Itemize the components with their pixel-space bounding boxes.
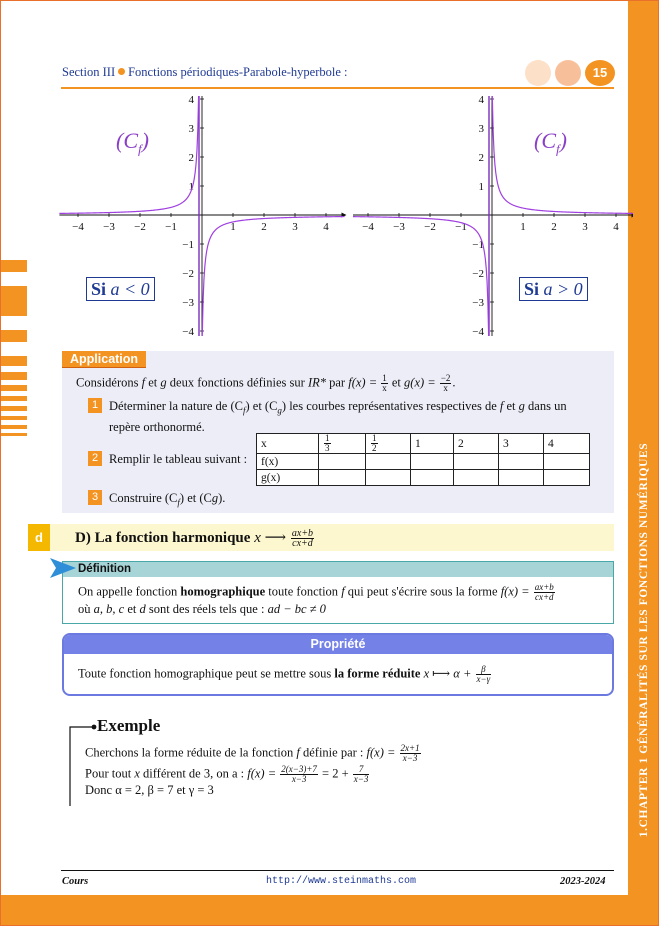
left-tab-decoration: [0, 330, 27, 342]
y-tick-label: −1: [182, 239, 194, 251]
x-tick-label: 4: [613, 221, 619, 233]
example-line-2: Pour tout x différent de 3, on a : f(x) = $\frac{2(x-3)+7}{x-3}$ = 2 + $\frac{7}{x-3}$: [85, 764, 369, 784]
y-tick-label: 1: [478, 181, 484, 193]
left-tab-decoration: [0, 406, 27, 411]
graph-a-positive: [353, 96, 633, 336]
definition-line-1: On appelle fonction homographique toute fonction f qui peut s'écrire sous la forme f(x) = $\frac{ax+b}{cx+d}$: [78, 582, 554, 602]
x-tick-label: 4: [323, 221, 329, 233]
y-tick-label: −3: [182, 297, 194, 309]
curve-label-right: $(C_f)$: [534, 128, 567, 157]
x-tick-label: 2: [261, 221, 267, 233]
property-text: Toute fonction homographique peut se mettre sous la forme réduite x ⟼ α + $\frac{\beta}{x-\gamma}$: [78, 664, 491, 684]
x-tick-label: 1: [230, 221, 236, 233]
application-tab: Application: [62, 351, 146, 368]
footer-left: Cours: [62, 876, 89, 887]
y-tick-label: 4: [478, 96, 484, 106]
example-title: Exemple: [97, 716, 161, 735]
x-tick-label: 1: [520, 221, 526, 233]
table-header-cell: 1: [411, 434, 454, 454]
x-tick-label: −1: [165, 221, 177, 233]
y-tick-label: 3: [478, 123, 484, 135]
table-cell[interactable]: [366, 454, 411, 470]
x-tick-label: −2: [424, 221, 436, 233]
table-header-cell: 2: [454, 434, 499, 454]
curve-label-left: $(C_f)$: [116, 128, 149, 157]
table-row-label: f(x): [257, 454, 319, 470]
example-line-3: Donc α = 2, β = 7 et γ = 3: [85, 783, 214, 797]
table-cell[interactable]: [454, 454, 499, 470]
table-header-cell: 3: [499, 434, 544, 454]
footer-year: 2023-2024: [560, 876, 606, 887]
left-tab-decoration: [0, 396, 27, 401]
application-item-3: Construire $(C_f)$ et (Cg).: [109, 491, 226, 508]
definition-line-2: où a, b, c et d sont des réels tels que : ad − bc ≠ 0: [78, 602, 326, 616]
left-tab-decoration: [0, 372, 27, 380]
table-cell[interactable]: [319, 470, 366, 486]
item-number-1: 1: [88, 398, 102, 413]
y-tick-label: 3: [188, 123, 194, 135]
left-tab-decoration: [0, 385, 27, 391]
table-row: [257, 454, 590, 470]
y-tick-label: −3: [472, 297, 484, 309]
left-tab-decoration: [0, 416, 27, 420]
property-title: Propriété: [64, 635, 612, 654]
left-tab-decoration: [0, 260, 27, 272]
table-cell[interactable]: [544, 454, 590, 470]
x-tick-label: −4: [72, 221, 84, 233]
table-cell[interactable]: [544, 470, 590, 486]
y-tick-label: 4: [188, 96, 194, 106]
y-tick-label: −4: [472, 326, 484, 336]
page-number: 15: [585, 60, 615, 86]
y-tick-label: 2: [188, 152, 194, 164]
left-tab-decoration: [0, 286, 27, 316]
left-tab-decoration: [0, 356, 27, 366]
left-tab-decoration: [0, 425, 27, 429]
value-table: [256, 433, 590, 486]
table-cell[interactable]: [454, 470, 499, 486]
curve-branch-right: [202, 217, 344, 336]
left-tab-decoration: [0, 433, 27, 436]
x-tick-label: 2: [551, 221, 557, 233]
x-tick-label: 3: [292, 221, 298, 233]
x-tick-label: −4: [362, 221, 374, 233]
x-tick-label: −3: [393, 221, 405, 233]
table-cell[interactable]: [411, 454, 454, 470]
header-circle-decoration: [525, 60, 551, 86]
x-tick-label: −2: [134, 221, 146, 233]
table-cell[interactable]: [499, 454, 544, 470]
chapter-label: 1.CHAPTER 1 GÉNÉRALITÉS SUR LES FONCTIONS NUMÉRIQUES: [637, 442, 650, 838]
section-title: D) La fonction harmonique x ⟶ $\frac{ax+b}{cx+d}$: [75, 528, 314, 550]
table-header-cell: 4: [544, 434, 590, 454]
table-row-label: g(x): [257, 470, 319, 486]
header-rule: [61, 87, 614, 89]
table-cell[interactable]: [411, 470, 454, 486]
application-intro: Considérons f et g deux fonctions définies sur IR* par f(x) = $\frac{1}{x}$ et g(x) = $\frac{-2}{x}$ .: [76, 373, 456, 393]
y-tick-label: −4: [182, 326, 194, 336]
application-item-1: Déterminer la nature de $(C_f)$ et $(C_g)$ les courbes représentatives respectives de f et g dans un repère orthonormé.: [109, 399, 567, 434]
definition-header: [63, 562, 613, 577]
condition-badge-left: Si a < 0: [86, 277, 155, 301]
y-tick-label: −2: [472, 268, 484, 280]
table-header-cell: $\frac{1}{3}$: [319, 434, 366, 454]
y-tick-label: −2: [182, 268, 194, 280]
x-tick-label: 3: [582, 221, 588, 233]
table-header-cell: $\frac{1}{2}$: [366, 434, 411, 454]
item-number-3: 3: [88, 490, 102, 505]
item-number-2: 2: [88, 451, 102, 466]
example-line-1: Cherchons la forme réduite de la fonction f définie par : f(x) = $\frac{2x+1}{x-3}$: [85, 743, 420, 763]
curve-branch-left: [353, 217, 489, 336]
y-tick-label: 2: [478, 152, 484, 164]
table-row: [257, 434, 590, 454]
table-cell[interactable]: [319, 454, 366, 470]
table-row: [257, 470, 590, 486]
footer-rule: [61, 870, 614, 871]
definition-title: Définition: [78, 563, 132, 575]
x-tick-label: −1: [455, 221, 467, 233]
table-cell[interactable]: [499, 470, 544, 486]
y-tick-label: −1: [472, 239, 484, 251]
header-circle-decoration: [555, 60, 581, 86]
x-tick-label: −3: [103, 221, 115, 233]
header-title: Section III Fonctions périodiques-Parabole-hyperbole :: [62, 65, 348, 79]
condition-badge-right: Si a > 0: [519, 277, 588, 301]
footer-url-link[interactable]: http://www.steinmaths.com: [266, 876, 417, 887]
application-item-2: Remplir le tableau suivant :: [109, 452, 248, 466]
section-letter: d: [28, 524, 50, 551]
table-cell[interactable]: [366, 470, 411, 486]
table-header-cell: x: [257, 434, 319, 454]
bottom-margin-band: [0, 895, 659, 926]
arrow-right-icon: [50, 558, 76, 578]
y-tick-label: 1: [188, 181, 194, 193]
